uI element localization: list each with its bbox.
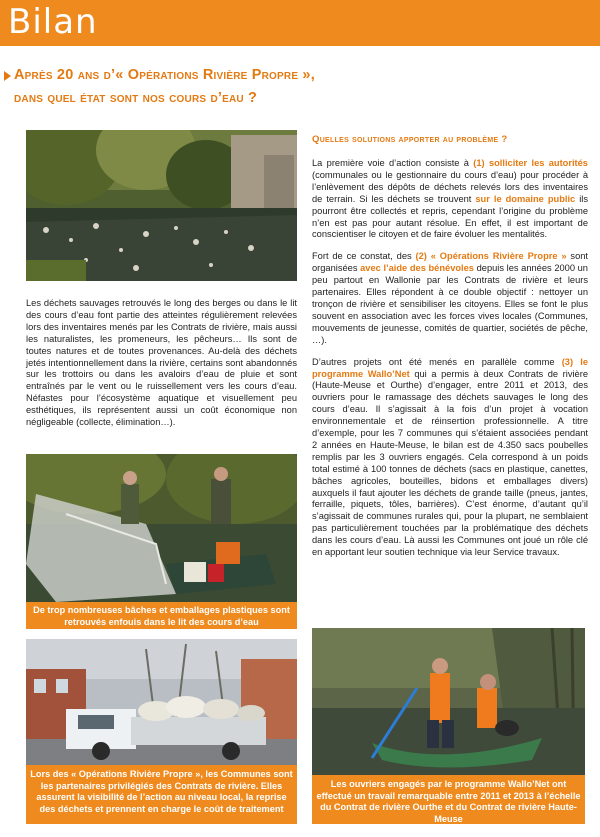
photo-polluted-river-image xyxy=(26,130,297,281)
section-header-band xyxy=(0,0,600,46)
p1-highlight-authorities: (1) solliciter les autorités xyxy=(473,158,588,168)
photo-polluted-river xyxy=(26,130,297,281)
p2-text-c: depuis les années 2000 un peu partout en Wallonie par les Contrats de rivière et leurs partenaires. Elles répondent à ce double objectif : nettoyer un tronçon de rivière et sensibiliser les citoyens. Elles se font le plus souvent en association avec les forces vives locales (Communes, mouvements de jeunesse, comités de quartier, sociétés de pêche, …). xyxy=(312,263,588,345)
photo-truck-bags xyxy=(26,639,297,765)
article-title-line-2: dans quel état sont nos cours d’eau ? xyxy=(14,90,258,106)
section-title: Bilan xyxy=(8,2,98,42)
caption-nets: De trop nombreuses bâches et emballages plastiques sont retrouvés enfouis dans le lit des cours d’eau xyxy=(26,602,297,629)
title-arrow-icon xyxy=(4,71,11,81)
p2-highlight-volunteers: avec l’aide des bénévoles xyxy=(360,263,474,274)
photo-truck-bags-image xyxy=(26,639,297,765)
photo-workers-nets xyxy=(26,454,297,602)
p3-text-b: qui a permis à deux Contrats de rivière (Haute-Meuse et Ourthe) d’engager, entre 2011 et 2013, des ouvriers pour le ramassage des déchets sauvages le long des cours d’eau. Il s’agissait à la fois d’un projet à vocation environnementale et de réinsertion professionnelle. A titre d’exemple, pour les 7 communes qui s’étaient associées pendant 2 années en Haute-Meuse, le bilan est de 4.350 sacs poubelles remplis par les 3 ouvriers engagés. Cela correspond à un poids total estimé à 100 tonnes de déchets (sacs en plastique, canettes, bâches agricoles, bouteilles, bidons et emballages divers) auxquels il faut ajouter les déchets de grande taille (pneus, jantes, ferraille, piquets, tôles, barrières). C’est énorme, d’autant qu’il s’agissait de communes rurales qui, pour la plupart, ne semblaient pas particulièrement touchées par la problématique des déchets dans les cours d’eau. Là aussi les Communes ont joué un rôle clé en apportant leur soutien technique via leur Service travaux. xyxy=(312,368,588,558)
p2-text-b: sont organisées xyxy=(312,251,589,274)
p3-text-a: D’autres projets ont été menés en parallèle comme xyxy=(312,356,562,367)
article-title-line-1: Après 20 ans d’« Opérations Rivière Propre », xyxy=(14,67,315,83)
p2-text-a: Fort de ce constat, des xyxy=(312,251,416,262)
solution-paragraph-3 xyxy=(312,357,588,559)
photo-workers-nets-image xyxy=(26,454,297,602)
p1-text-c: ils pourront être collectés et repris, cependant l’origine du problème n’en est pas pour autant résolue. En effet, il est important de conscientiser le citoyen et de faire évoluer les mentalités. xyxy=(312,193,588,240)
solution-paragraph-1 xyxy=(312,158,588,241)
caption-truck: Lors des « Opérations Rivière Propre », les Communes sont les partenaires privilégiés des Contrats de rivière. Elles assurent la visibilité de l’action au niveau local, la reprise des déchets et prennent en charge le coût de traitement xyxy=(26,765,297,824)
solution-paragraph-2 xyxy=(312,251,588,346)
intro-paragraph: Les déchets sauvages retrouvés le long des berges ou dans le lit des cours d’eau font partie des atteintes régulièrement relevées lors des inventaires menés par les Contrats de rivière, mais aussi les naturalistes, les promeneurs, les pêcheurs… Ils sont de toutes natures et de toutes provenances. Au-delà des déchets jetés intentionnellement dans la rivière, certains sont abandonnés sur les trottoirs ou dans les avaloirs d’eau de pluie et sont entraînés par le vent ou le ruissellement vers les cours d’eau. Néfastes pour l’écosystème aquatique et visuellement peu esthétiques, ils représentent aussi un coût économique non négligeable (collecte, élimination…). xyxy=(26,298,297,428)
caption-boat: Les ouvriers engagés par le programme Wallo’Net ont effectué un travail remarquable entre 2011 et 2013 à l’échelle du Contrat de rivière Ourthe et du Contrat de rivière Haute-Meuse xyxy=(312,775,585,824)
article-title xyxy=(14,64,574,110)
solutions-text xyxy=(312,158,588,569)
p1-text-a: La première voie d’action consiste à xyxy=(312,158,474,168)
intro-text xyxy=(26,298,297,439)
solutions-heading: Quelles solutions apporter au problème ? xyxy=(312,134,508,145)
p3-highlight-wallonet: (3) le programme Wallo’Net xyxy=(312,356,589,379)
photo-workers-boat-image xyxy=(312,628,585,775)
p1-text-b: (communales ou le gestionnaire du cours d’eau) pour procéder à l’enlèvement des dépôts de déchets relevés lors des inventaires de terrain. Si les déchets se trouvent xyxy=(312,169,588,204)
p1-highlight-public-domain: sur le domaine public xyxy=(475,193,576,204)
p2-highlight-operations: (2) « Opérations Rivière Propre » xyxy=(415,251,567,262)
photo-workers-boat xyxy=(312,628,585,775)
